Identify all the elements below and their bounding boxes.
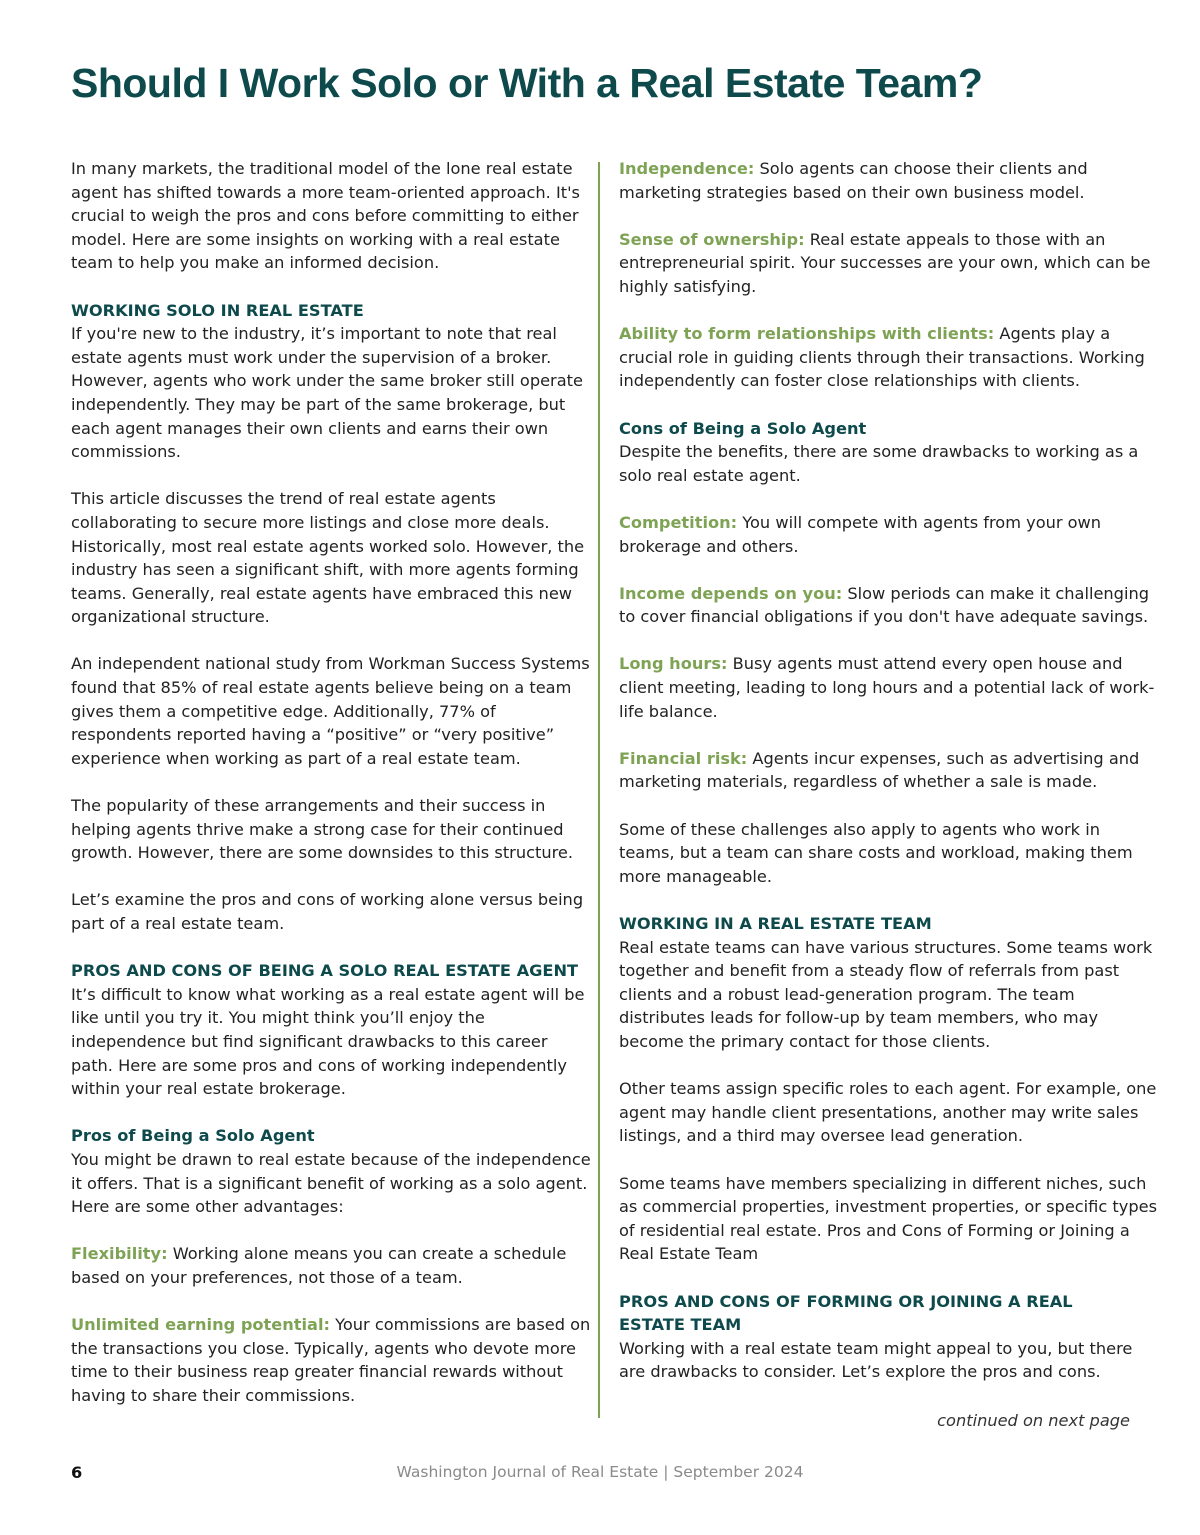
body-paragraph: Despite the benefits, there are some drawbacks to working as a solo real estate agent. [619, 442, 1139, 485]
item-text: Agents play a crucial role in guiding clients through their transactions. Working independently can foster close relationships with clients. [619, 324, 1145, 391]
item-text: Agents incur expenses, such as advertising and marketing materials, regardless of whether a sale is made. [619, 748, 1140, 792]
item-text: Your commissions are based on the transactions you close. Typically, agents who devote more time to their business reap greater financial rewards without having to share their commissions. [71, 1315, 591, 1405]
list-item [619, 747, 1159, 794]
list-item [71, 1242, 591, 1289]
body-paragraph: Other teams assign specific roles to each agent. For example, one agent may handle client presentations, another may write sales listings, and a third may oversee lead generation. [619, 1079, 1157, 1146]
right-column [619, 157, 1159, 1407]
body-paragraph: Some of these challenges also apply to agents who work in teams, but a team can share costs and workload, making them more manageable. [619, 819, 1133, 886]
pros-cons-solo-heading: PROS AND CONS OF BEING A SOLO REAL ESTATE AGENT [71, 961, 579, 981]
list-item [71, 1313, 591, 1407]
page-title: Should I Work Solo or With a Real Estate Team? [71, 60, 983, 106]
list-item [619, 322, 1159, 393]
intro-paragraph: In many markets, the traditional model of the lone real estate agent has shifted towards a more team-oriented approach. It's crucial to weigh the pros and cons before committing to either model. Here are some insights on working with a real estate team to help you make an informed decision. [71, 159, 580, 273]
body-paragraph: Working with a real estate team might appeal to you, but there are drawbacks to consider. Let’s explore the pros and cons. [619, 1338, 1133, 1382]
pros-solo-subheading: Pros of Being a Solo Agent [71, 1126, 315, 1146]
item-lead: Long hours: [619, 654, 728, 674]
working-solo-heading: WORKING SOLO IN REAL ESTATE [71, 300, 364, 320]
body-paragraph: It’s difficult to know what working as a real estate agent will be like until you try it. You might think you’ll enjoy the independence but find significant drawbacks to this career path. Here are some pros and cons of working independently within your real estate brokerage. [71, 984, 585, 1099]
body-paragraph: This article discusses the trend of real estate agents collaborating to secure more listings and close more deals. Historically, most real estate agents worked solo. However, the industry has seen a significant shift, with more agents forming teams. Generally, real estate agents have embraced this new organizational structure. [71, 489, 585, 627]
pros-cons-team-heading: PROS AND CONS OF FORMING OR JOINING A REAL ESTATE TEAM [619, 1291, 1073, 1335]
body-paragraph: You might be drawn to real estate because of the independence it offers. That is a significant benefit of working as a solo agent. Here are some other advantages: [71, 1149, 591, 1217]
body-paragraph: If you're new to the industry, it’s important to note that real estate agents must work under the supervision of a broker. However, agents who work under the same broker still operate independently. They may be part of the same brokerage, but each agent manages their own clients and earns their own commissions. [71, 324, 583, 462]
item-lead: Independence: [619, 159, 755, 178]
list-item [619, 228, 1159, 299]
item-text: Slow periods can make it challenging to cover financial obligations if you don't have adequate savings. [619, 583, 1149, 627]
item-lead: Income depends on you: [619, 583, 843, 603]
working-team-heading: WORKING IN A REAL ESTATE TEAM [619, 914, 932, 933]
list-item [619, 652, 1159, 723]
left-column [71, 157, 591, 1431]
item-text: Busy agents must attend every open house and client meeting, leading to long hours and a potential lack of work-life balance. [619, 654, 1155, 721]
list-item [619, 511, 1159, 558]
footer-publication: Washington Journal of Real Estate | September 2024 [396, 1463, 804, 1481]
list-item [619, 157, 1159, 204]
body-paragraph: Real estate teams can have various structures. Some teams work together and benefit from a steady flow of referrals from past clients and a robust lead-generation program. The team distributes leads for follow-up by team members, who may become the primary contact for those clients. [619, 937, 1153, 1051]
body-paragraph: Let’s examine the pros and cons of working alone versus being part of a real estate team. [71, 890, 584, 933]
body-paragraph: The popularity of these arrangements and their success in helping agents thrive make a strong case for their continued growth. However, there are some downsides to this structure. [71, 796, 573, 863]
item-lead: Flexibility: [71, 1244, 168, 1264]
item-text: Working alone means you can create a schedule based on your preferences, not those of a team. [71, 1244, 567, 1287]
column-divider [598, 162, 600, 1418]
item-text: You will compete with agents from your own brokerage and others. [619, 512, 1102, 556]
item-lead: Ability to form relationships with clients: [619, 324, 995, 344]
item-lead: Financial risk: [619, 748, 748, 768]
item-lead: Competition: [619, 512, 738, 532]
page-number: 6 [71, 1463, 83, 1482]
item-text: Solo agents can choose their clients and marketing strategies based on their own business model. [619, 159, 1088, 202]
body-paragraph: An independent national study from Workman Success Systems found that 85% of real estate agents believe being on a team gives them a competitive edge. Additionally, 77% of respondents reported having a “positive” or “very positive” experience when working as part of a real estate team. [71, 654, 590, 768]
continued-note: continued on next page [937, 1411, 1130, 1430]
item-lead: Unlimited earning potential: [71, 1315, 331, 1335]
item-lead: Sense of ownership: [619, 229, 805, 249]
body-paragraph: Some teams have members specializing in different niches, such as commercial properties, investment properties, or specific types of residential real estate. Pros and Cons of Forming or Joining a Real Estate Team [619, 1173, 1158, 1264]
list-item [619, 582, 1159, 629]
item-text: Real estate appeals to those with an entrepreneurial spirit. Your successes are your own, which can be highly satisfying. [619, 229, 1151, 296]
cons-solo-subheading: Cons of Being a Solo Agent [619, 418, 867, 438]
